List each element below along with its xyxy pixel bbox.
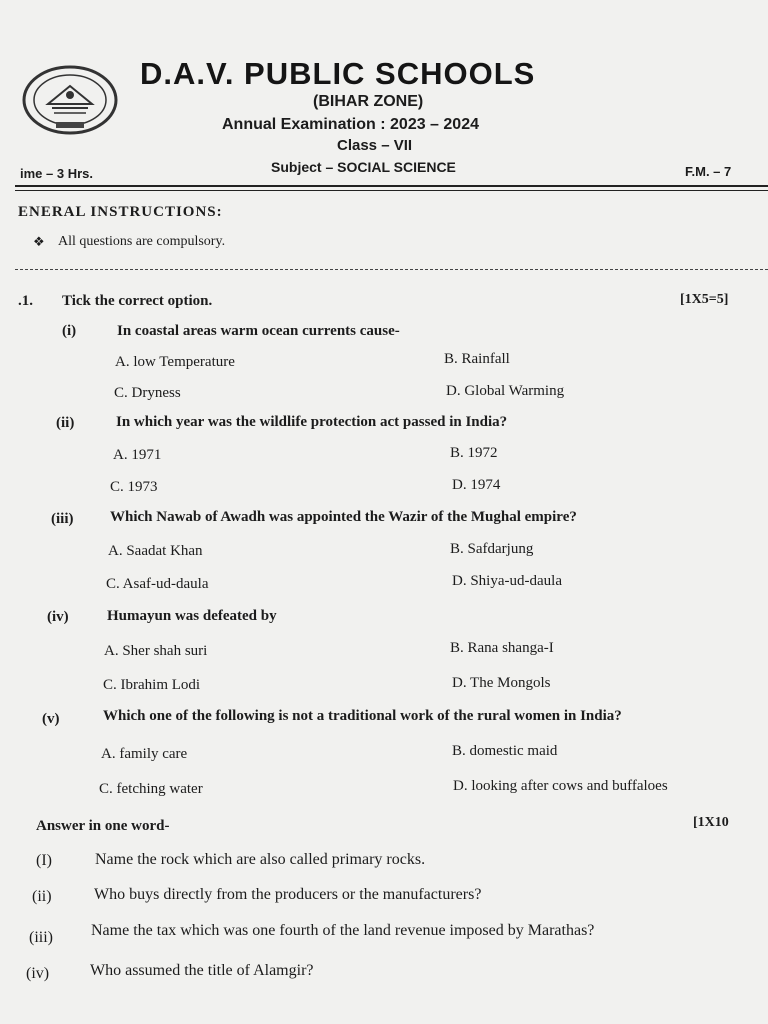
- question-text: Which one of the following is not a traditional work of the rural women in India?: [103, 708, 622, 724]
- instructions-title: ENERAL INSTRUCTIONS:: [18, 204, 223, 220]
- subject-label: Subject – SOCIAL SCIENCE: [271, 159, 456, 175]
- question-text: Who assumed the title of Alamgir?: [90, 962, 314, 979]
- time-label: ime – 3 Hrs.: [20, 166, 93, 181]
- school-logo: [20, 64, 120, 136]
- class-label: Class – VII: [337, 137, 413, 154]
- section1-number: .1.: [18, 293, 33, 309]
- section2-title: Answer in one word-: [36, 818, 170, 834]
- question-text: Name the tax which was one fourth of the land revenue imposed by Marathas?: [91, 922, 595, 939]
- header-divider-top: [15, 185, 768, 187]
- option-c: C. 1973: [110, 479, 158, 495]
- question-text: In coastal areas warm ocean currents cause-: [117, 323, 400, 339]
- question-text: In which year was the wildlife protection act passed in India?: [116, 414, 508, 430]
- instruction-item: All questions are compulsory.: [58, 234, 226, 249]
- zone-label: (BIHAR ZONE): [313, 93, 424, 110]
- option-a: A. low Temperature: [115, 354, 235, 370]
- option-c: C. Dryness: [114, 385, 181, 401]
- question-number: (v): [42, 711, 60, 727]
- bullet-icon: ❖: [33, 234, 45, 249]
- header-divider-bottom: [15, 190, 768, 191]
- option-d: D. looking after cows and buffaloes: [453, 778, 668, 794]
- option-c: C. Asaf-ud-daula: [106, 576, 209, 592]
- option-a: A. Sher shah suri: [104, 643, 208, 659]
- question-text: Humayun was defeated by: [107, 608, 277, 624]
- question-number: (ii): [56, 415, 75, 431]
- question-number: (iv): [47, 609, 69, 625]
- dashed-divider: [15, 269, 768, 270]
- question-text: Which Nawab of Awadh was appointed the Wazir of the Mughal empire?: [110, 509, 577, 525]
- question-number: (iii): [51, 511, 74, 527]
- section1-title: Tick the correct option.: [62, 293, 213, 309]
- question-number: (ii): [32, 888, 52, 905]
- option-a: A. family care: [101, 746, 188, 762]
- option-b: B. Rana shanga-I: [450, 640, 554, 656]
- question-text: Name the rock which are also called primary rocks.: [95, 851, 426, 868]
- option-c: C. Ibrahim Lodi: [103, 677, 201, 693]
- question-number: (iv): [26, 965, 50, 982]
- option-b: B. domestic maid: [452, 743, 558, 759]
- option-c: C. fetching water: [99, 781, 203, 797]
- question-text: Who buys directly from the producers or the manufacturers?: [94, 886, 482, 903]
- option-b: B. 1972: [450, 445, 498, 461]
- section2-marks: [1X10: [693, 815, 729, 830]
- exam-title: Annual Examination : 2023 – 2024: [222, 116, 479, 133]
- school-name: D.A.V. PUBLIC SCHOOLS: [140, 56, 536, 91]
- option-d: D. The Mongols: [452, 675, 551, 691]
- section1-marks: [1X5=5]: [680, 292, 729, 307]
- option-a: A. 1971: [113, 447, 162, 463]
- option-b: B. Rainfall: [444, 351, 510, 367]
- question-number: (i): [62, 323, 77, 339]
- option-a: A. Saadat Khan: [108, 543, 203, 559]
- full-marks-label: F.M. – 7: [685, 164, 732, 179]
- question-number: (I): [36, 852, 52, 869]
- option-d: D. Shiya-ud-daula: [452, 573, 562, 589]
- option-b: B. Safdarjung: [450, 541, 534, 557]
- option-d: D. 1974: [452, 477, 501, 493]
- question-number: (iii): [29, 929, 53, 946]
- option-d: D. Global Warming: [446, 383, 565, 399]
